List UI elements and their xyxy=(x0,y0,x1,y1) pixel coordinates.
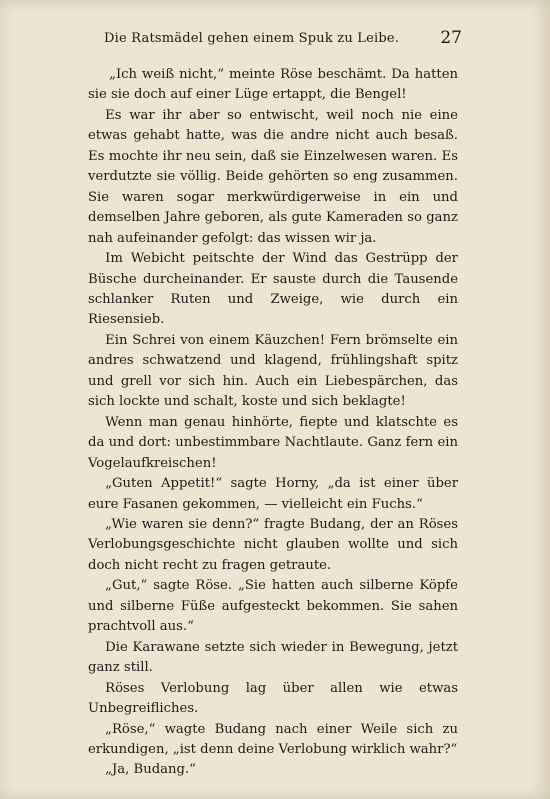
paragraph: Die Karawane setzte sich wieder in Bewegung, jetzt ganz still. xyxy=(88,639,458,676)
paragraph: „Ja, Budang.“ xyxy=(105,762,196,778)
paragraph: „Röse,“ wagte Budang nach einer Weile sich zu erkundigen, „ist denn deine Verlobung wirklich wahr?“ xyxy=(88,721,458,757)
running-title: Die Ratsmädel gehen einem Spuk zu Leibe. xyxy=(104,31,400,46)
page-number: 27 xyxy=(440,28,462,48)
paragraph: Röses Verlobung lag über allen wie etwas Unbegreifliches. xyxy=(88,680,458,717)
running-head xyxy=(104,28,462,50)
paragraph: Wenn man genau hinhörte, fiepte und klatschte es da und dort: unbestimmbare Nachtlaute. Ganz fern ein Vogelaufkreischen! xyxy=(88,414,458,471)
paragraph: „Gut,“ sagte Röse. „Sie hatten auch silberne Köpfe und silberne Füße aufgesteckt bekommen. Sie sahen prachtvoll aus.“ xyxy=(88,578,458,635)
paragraph: „Ich weiß nicht,“ meinte Röse beschämt. Da hatten sie sie doch auf einer Lüge ertappt, die Bengel! xyxy=(88,67,458,103)
paragraph: „Wie waren sie denn?“ fragte Budang, der an Röses Verlobungsgeschichte nicht glauben wollte und sich doch nicht recht zu fragen getraute. xyxy=(88,516,458,573)
paragraph: „Guten Appetit!“ sagte Horny, „da ist einer über eure Fasanen gekommen, — vielleicht ein Fuchs.“ xyxy=(88,476,458,512)
paragraph: Es war ihr aber so entwischt, weil noch nie eine etwas gehabt hatte, was die andre nicht auch besaß. Es mochte ihr neu sein, daß sie Einzelwesen waren. Es verdutzte sie völlig. Beide gehörten so eng zusammen. Sie waren sogar merkwürdigerweise in ein und demselben Jahre geboren, als gute Kameraden so ganz nah aufeinander gefolgt: das wissen wir ja. xyxy=(88,107,458,246)
paragraph: Ein Schrei von einem Käuzchen! Fern brömselte ein andres schwatzend und klagend, frühlingshaft spitz und grell vor sich hin. Auch ein Liebespärchen, das sich lockte und schalt, koste und sich beklagte! xyxy=(88,332,458,410)
body-text xyxy=(88,65,458,781)
paragraph: Im Webicht peitschte der Wind das Gestrüpp der Büsche durcheinander. Er sauste durch die Tausende schlanker Ruten und Zweige, wie durch ein Riesensieb. xyxy=(88,251,458,328)
